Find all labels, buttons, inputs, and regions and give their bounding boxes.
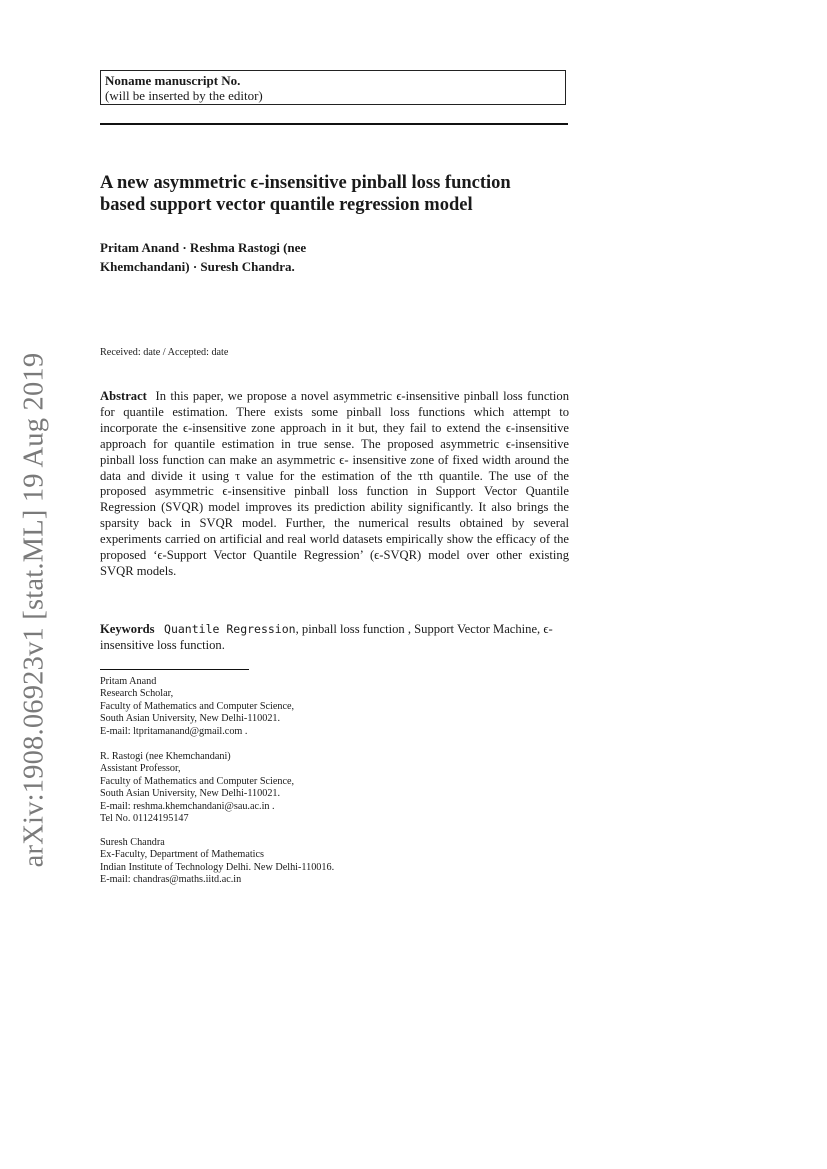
editor-note: (will be inserted by the editor) xyxy=(105,88,263,103)
title-line-1: A new asymmetric ϵ-insensitive pinball loss function xyxy=(100,173,511,193)
abstract-heading: Abstract xyxy=(100,389,147,403)
authors-line-2: Khemchandani) · Suresh Chandra. xyxy=(100,259,295,274)
affiliation-line: South Asian University, New Delhi-110021. xyxy=(100,713,281,725)
abstract-text: In this paper, we propose a novel asymmetric ϵ-insensitive pinball loss function for quantile estimation. There exists some pinball loss functions which attempt to incorporate the ϵ-insensitive zone approach in it but, they fail to extend the ϵ-insensitive approach for quantile estimation in true sense. The proposed asymmetric ϵ-insensitive pinball loss function can make an asymmetric ϵ- insensitive zone of fixed width around the data and divide it using τ value for the estimation of the τth quantile. The use of the proposed asymmetric ϵ-insensitive pinball loss function in Support Vector Quantile Regression (SVQR) model improves its prediction ability significantly. It also brings the sparsity back in SVQR model. Further, the numerical results obtained by several experiments carried on artificial and real world datasets empirically show the efficacy of the proposed ‘ϵ-Support Vector Quantile Regression’ (ϵ-SVQR) model over other existing SVQR models. xyxy=(100,389,569,578)
author-list xyxy=(100,238,570,276)
affiliation-line: Suresh Chandra xyxy=(100,837,165,848)
keywords-heading: Keywords xyxy=(100,622,155,636)
keywords-rest: , pinball loss function , Support Vector Machine, ϵ-insensitive loss function. xyxy=(100,622,553,652)
footnote-rule xyxy=(100,669,249,670)
affiliation-line: R. Rastogi (nee Khemchandani) xyxy=(100,751,231,762)
manuscript-label: Noname manuscript No. xyxy=(105,73,241,88)
affiliation-email: E-mail: reshma.khemchandani@sau.ac.in . xyxy=(100,800,275,812)
arxiv-sidebar-stamp xyxy=(8,350,60,870)
affiliation-line: Assistant Professor, xyxy=(100,763,181,775)
arxiv-identifier: arXiv:1908.06923v1 [stat.ML] 19 Aug 2019 xyxy=(18,352,50,868)
authors-line-1: Pritam Anand · Reshma Rastogi (nee xyxy=(100,240,307,255)
affiliation-line: Ex-Faculty, Department of Mathematics xyxy=(100,849,264,861)
affiliation-line: Research Scholar, xyxy=(100,688,174,700)
affiliation-line: South Asian University, New Delhi-110021. xyxy=(100,788,281,800)
keyword-quantile-regression: Quantile Regression xyxy=(164,622,296,636)
received-date: Received: date / Accepted: date xyxy=(100,347,229,358)
affiliation-block xyxy=(100,676,420,738)
editor-box xyxy=(100,70,566,105)
abstract xyxy=(100,389,569,580)
affiliation-line: Faculty of Mathematics and Computer Science, xyxy=(100,775,295,787)
affiliation-email: E-mail: ltpritamanand@gmail.com . xyxy=(100,725,248,737)
header-rule xyxy=(100,123,568,125)
title-line-2: based support vector quantile regression model xyxy=(100,195,473,215)
affiliation-phone: Tel No. 01124195147 xyxy=(100,813,189,825)
affiliation-line: Indian Institute of Technology Delhi. New Delhi-110016. xyxy=(100,861,335,873)
affiliation-line: Pritam Anand xyxy=(100,676,157,687)
paper-title xyxy=(100,172,570,216)
affiliation-email: E-mail: chandras@maths.iitd.ac.in xyxy=(100,874,242,886)
affiliation-block xyxy=(100,837,420,887)
affiliation-block xyxy=(100,751,420,825)
keywords xyxy=(100,622,569,654)
affiliation-line: Faculty of Mathematics and Computer Science, xyxy=(100,700,295,712)
